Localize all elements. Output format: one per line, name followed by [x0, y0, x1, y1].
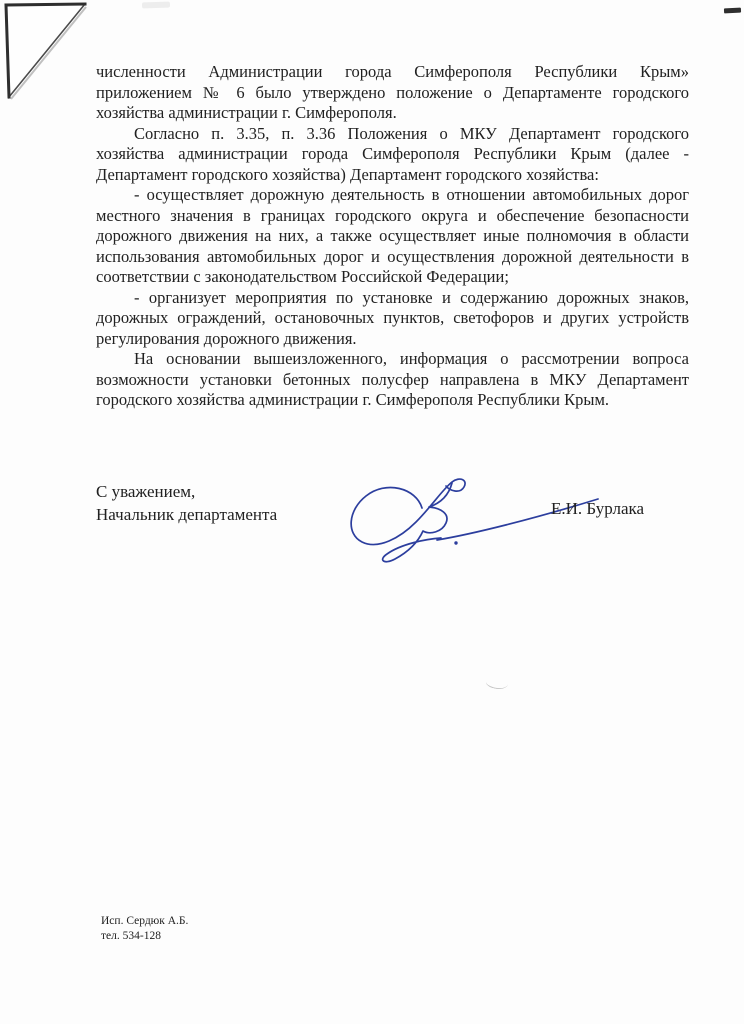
executor-name: Исп. Сердюк А.Б. [101, 915, 189, 927]
scan-squiggle [485, 675, 509, 692]
signature-ink [338, 474, 608, 574]
scan-smudge [142, 2, 170, 9]
closing-block [96, 480, 277, 526]
page-fold-corner-graphic [0, 0, 96, 106]
signer-name: Е.И. Бурлака [551, 499, 645, 518]
body-paragraph: Согласно п. 3.35, п. 3.36 Положения о МКУ Департамент городского хозяйства администрации города Симферополя Республики Крым (далее - Департамент городского хозяйства) Департамент городского хозяйства: [96, 123, 689, 184]
executor-footer [101, 914, 188, 943]
signer-title: Начальник департамента [96, 505, 278, 524]
body-paragraph-list-item: - осуществляет дорожную деятельность в отношении автомобильных дорог местного значения в границах городского округа и обеспечение безопасности дорожного движения на них, а также осуществляет иные полномочия в области использования автомобильных дорог и осуществления дорожной деятельности в соответствии с законодательством Российской Федерации; [96, 185, 689, 286]
body-paragraph-list-item: - организует мероприятия по установке и содержанию дорожных знаков, дорожных ограждений, остановочных пунктов, светофоров и других устройств регулирования дорожного движения. [96, 287, 689, 348]
executor-phone: тел. 534-128 [101, 929, 161, 942]
scan-mark [724, 8, 741, 14]
letter-body [96, 62, 689, 411]
body-paragraph: численности Администрации города Симферополя Республики Крым» приложением № 6 было утверждено положение о Департаменте городского хозяйства администрации г. Симферополя. [96, 62, 689, 122]
body-paragraph: На основании вышеизложенного, информация о рассмотрении вопроса возможности установки бетонных полусфер направлена в МКУ Департамент городского хозяйства администрации г. Симферополя Республики Крым. [96, 349, 689, 409]
closing-salutation: С уважением, [96, 482, 196, 501]
